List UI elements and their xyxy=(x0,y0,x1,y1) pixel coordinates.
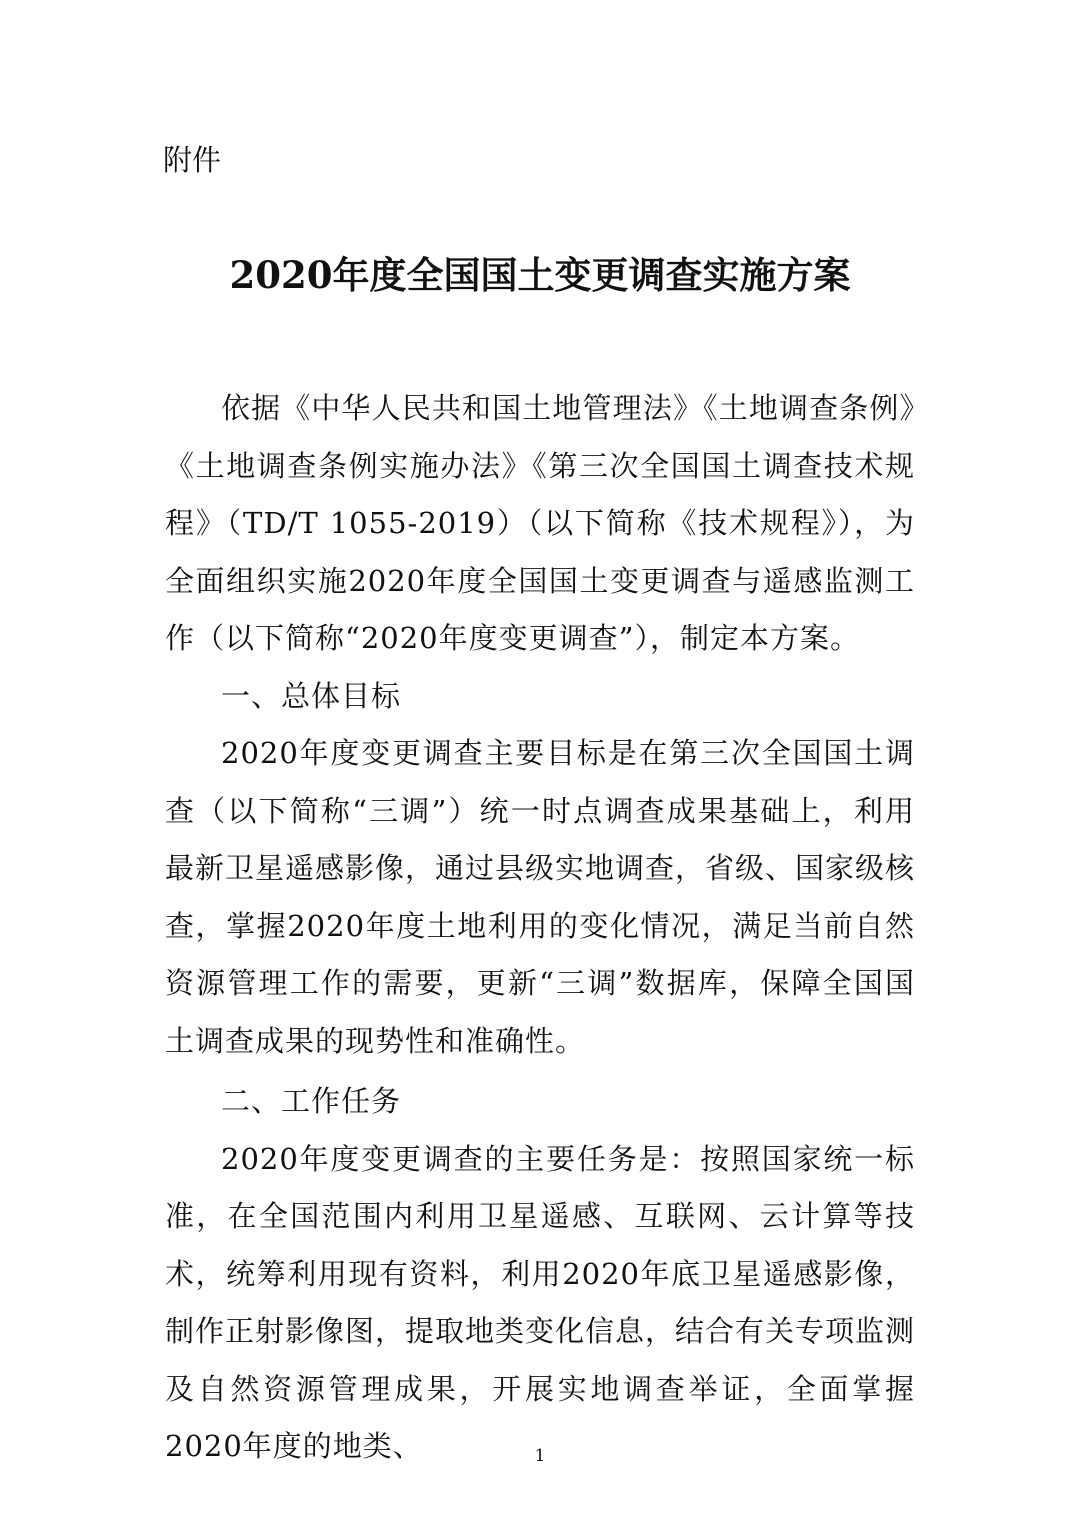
intro-paragraph: 依据《中华人民共和国土地管理法》《土地调查条例》《土地调查条例实施办法》《第三次全国国土调查技术规程》（TD/T 1055-2019）（以下简称《技术规程》），为全面组织实施2020年度全国国土变更调查与遥感监测工作（以下简称“2020年度变更调查”），制定本方案。 xyxy=(165,391,915,655)
document-title: 2020年度全国国土变更调查实施方案 xyxy=(229,253,851,297)
page-number: 1 xyxy=(534,1446,546,1466)
document-body xyxy=(165,380,915,1476)
section-heading-work-tasks: 二、工作任务 xyxy=(221,1084,402,1118)
section-paragraph-work-tasks: 2020年度变更调查的主要任务是：按照国家统一标准，在全国范围内利用卫星遥感、互联网、云计算等技术，统筹利用现有资料，利用2020年底卫星遥感影像，制作正射影像图，提取地类变化信息，结合有关专项监测及自然资源管理成果，开展实地调查举证，全面掌握2020年度的地类、 xyxy=(165,1141,916,1463)
section-heading-overall-goal: 一、总体目标 xyxy=(221,678,402,713)
attachment-label: 附件 xyxy=(163,143,222,177)
section-paragraph-overall-goal: 2020年度变更调查主要目标是在第三次全国国土调查（以下简称“三调”）统一时点调查成果基础上，利用最新卫星遥感影像，通过县级实地调查，省级、国家级核查，掌握2020年度土地利用的变化情况，满足当前自然资源管理工作的需要，更新“三调”数据库，保障全国国土调查成果的现势性和准确性。 xyxy=(165,736,916,1058)
